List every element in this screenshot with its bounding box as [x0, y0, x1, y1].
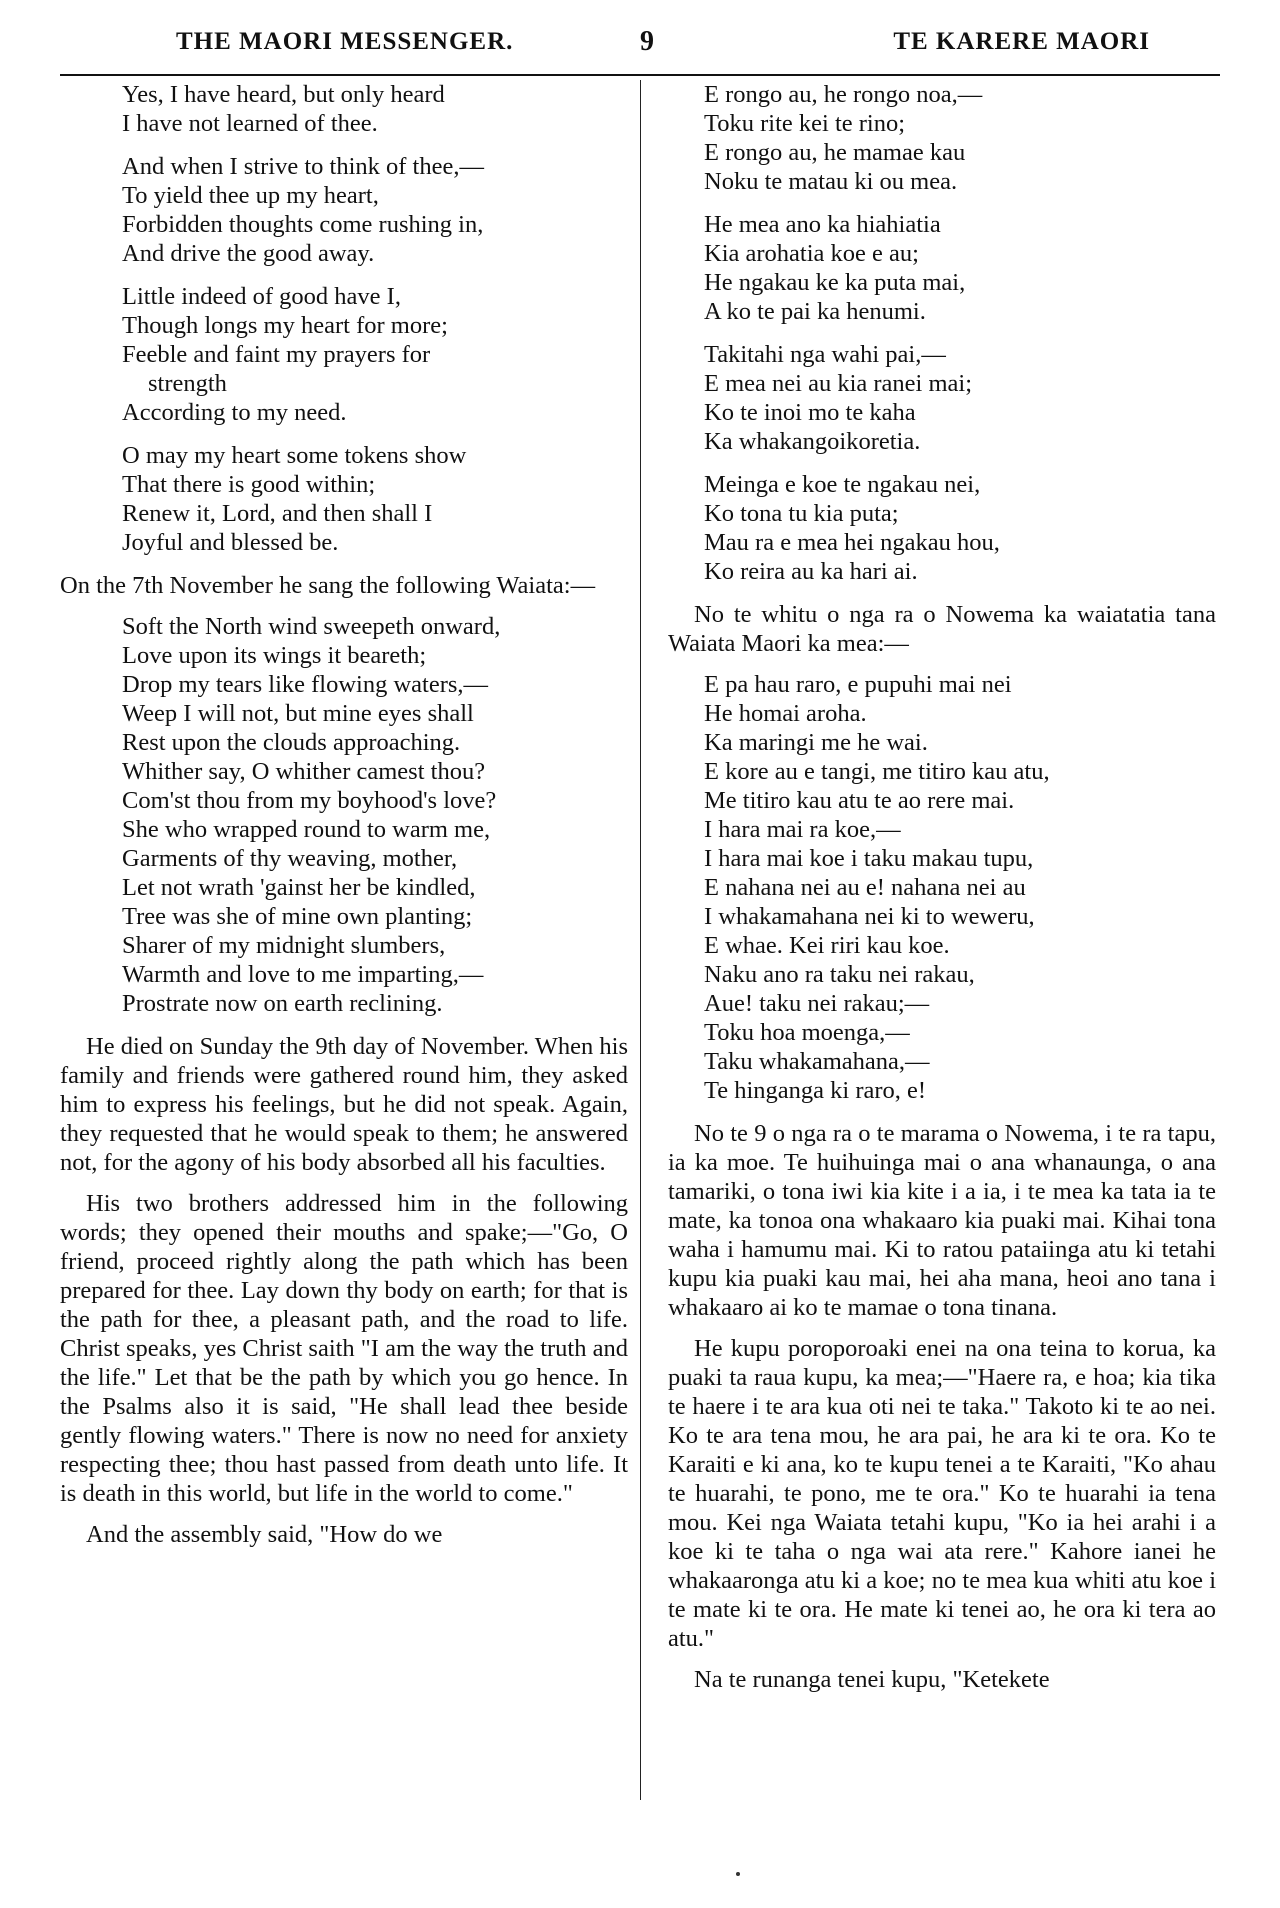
poem-line: Rest upon the clouds approaching. — [122, 729, 461, 756]
poem-line: Joyful and blessed be. — [122, 529, 339, 556]
poem-line: E nahana nei au e! nahana nei au — [704, 874, 1026, 901]
poem-line: And when I strive to think of thee,— — [122, 153, 484, 180]
poem-line: Love upon its wings it beareth; — [122, 642, 427, 669]
poem-line: I hara mai koe i taku makau tupu, — [704, 845, 1034, 872]
poem-line: Yes, I have heard, but only heard — [122, 81, 445, 108]
print-speck — [736, 1872, 740, 1876]
waiata-poem — [60, 612, 628, 1018]
poem-line: E pa hau raro, e pupuhi mai nei — [704, 671, 1012, 698]
page-number: 9 — [640, 26, 655, 57]
poem-line: Ko te inoi mo te kaha — [704, 399, 916, 426]
poem-line: I have not learned of thee. — [122, 110, 378, 137]
poem-stanza-4 — [60, 441, 628, 557]
header-title-english: THE MAORI MESSENGER. — [176, 28, 514, 55]
poem-stanza-2 — [668, 210, 1216, 326]
poem-line: A ko te pai ka henumi. — [704, 298, 926, 325]
poem-line: Soft the North wind sweepeth onward, — [122, 613, 501, 640]
waiata-intro: No te whitu o nga ra o Nowema ka waiatatia tana Waiata Maori ka mea:— — [668, 601, 1216, 657]
poem-line: O may my heart some tokens show — [122, 442, 467, 469]
poem-line: He homai aroha. — [704, 700, 867, 727]
poem-stanza-3 — [668, 340, 1216, 456]
poem-line: Naku ano ra taku nei rakau, — [704, 961, 975, 988]
poem-line: Ka maringi me he wai. — [704, 729, 928, 756]
header-title-maori: TE KARERE MAORI — [893, 28, 1150, 55]
paragraph-brothers: His two brothers addressed him in the following words; they opened their mouths and spake;—"Go, O friend, proceed rightly along the path which has been prepared for thee. Lay down thy body on earth; for that is the path for thee, a pleasant path, and the road to life. Christ speaks, yes Christ saith "I am the way the truth and the life." Let that be the path by which you go hence. In the Psalms also it is said, "He shall lead thee beside gently flowing waters." There is now no need for anxiety respecting thee; thou hast passed from death unto life. It is death in this world, but life in the world to come." — [60, 1190, 628, 1507]
poem-stanza-2 — [60, 152, 628, 268]
poem-line: Mau ra e mea hei ngakau hou, — [704, 529, 1000, 556]
poem-stanza-3 — [60, 282, 628, 427]
waiata-poem — [668, 670, 1216, 1105]
poem-line: Prostrate now on earth reclining. — [122, 990, 443, 1017]
poem-line: According to my need. — [122, 399, 347, 426]
poem-line: Ka whakangoikoretia. — [704, 428, 921, 455]
poem-line: Whither say, O whither camest thou? — [122, 758, 486, 785]
poem-line: Though longs my heart for more; — [122, 312, 448, 339]
poem-line: E kore au e tangi, me titiro kau atu, — [704, 758, 1050, 785]
english-column — [60, 80, 628, 1888]
poem-line: Forbidden thoughts come rushing in, — [122, 211, 484, 238]
poem-line: Toku rite kei te rino; — [704, 110, 906, 137]
poem-line: Drop my tears like flowing waters,— — [122, 671, 489, 698]
poem-line: She who wrapped round to warm me, — [122, 816, 491, 843]
maori-column — [668, 80, 1216, 1888]
paragraph-assembly: And the assembly said, "How do we — [86, 1521, 443, 1548]
column-divider — [640, 80, 641, 1800]
poem-line: Garments of thy weaving, mother, — [122, 845, 458, 872]
poem-line: Taku whakamahana,— — [704, 1048, 930, 1075]
poem-line: Let not wrath 'gainst her be kindled, — [122, 874, 476, 901]
poem-line: Weep I will not, but mine eyes shall — [122, 700, 474, 727]
poem-line: Com'st thou from my boyhood's love? — [122, 787, 497, 814]
poem-line: Noku te matau ki ou mea. — [704, 168, 958, 195]
poem-line: strength — [148, 370, 227, 397]
poem-line: Feeble and faint my prayers for — [122, 341, 431, 368]
paragraph-death: He died on Sunday the 9th day of November. When his family and friends were gathered round him, they asked him to express his feelings, but he did not speak. Again, they requested that he would speak to them; he answered not, for the agony of his body absorbed all his faculties. — [60, 1033, 628, 1176]
poem-line: Me titiro kau atu te ao rere mai. — [704, 787, 1015, 814]
page-header — [60, 28, 1220, 76]
poem-line: Warmth and love to me imparting,— — [122, 961, 484, 988]
poem-stanza-1 — [60, 80, 628, 138]
poem-line: He mea ano ka hiahiatia — [704, 211, 941, 238]
poem-line: Toku hoa moenga,— — [704, 1019, 910, 1046]
poem-line: Renew it, Lord, and then shall I — [122, 500, 433, 527]
poem-line: That there is good within; — [122, 471, 376, 498]
poem-stanza-4 — [668, 470, 1216, 586]
poem-line: And drive the good away. — [122, 240, 375, 267]
waiata-intro: On the 7th November he sang the following Waiata:— — [60, 572, 596, 599]
poem-line: I hara mai ra koe,— — [704, 816, 901, 843]
poem-line: To yield thee up my heart, — [122, 182, 379, 209]
poem-line: E whae. Kei riri kau koe. — [704, 932, 950, 959]
poem-line: E rongo au, he mamae kau — [704, 139, 966, 166]
paragraph-assembly: Na te runanga tenei kupu, "Ketekete — [694, 1666, 1050, 1693]
poem-line: Aue! taku nei rakau;— — [704, 990, 930, 1017]
poem-line: Ko reira au ka hari ai. — [704, 558, 918, 585]
poem-line: Meinga e koe te ngakau nei, — [704, 471, 981, 498]
poem-line: Takitahi nga wahi pai,— — [704, 341, 946, 368]
poem-line: Te hinganga ki raro, e! — [704, 1077, 927, 1104]
poem-line: E mea nei au kia ranei mai; — [704, 370, 973, 397]
poem-line: He ngakau ke ka puta mai, — [704, 269, 966, 296]
paragraph-brothers: He kupu poroporoaki enei na ona teina to korua, ka puaki ta raua kupu, ka mea;—"Haere ra, e hoa; kia tika te haere i te ara kua oti nei te taka." Takoto ki te ao nei. Ko te ara tena mou, he ara pai, he ara ki te ora. Ko te Karaiti e ki ana, ko te kupu tenei a te Karaiti, "Ko ahau te huarahi, te pono, me te ora." Ko te huarahi ia tena mou. Kei nga Waiata tetahi kupu, "Ko ia hei arahi i a koe ki te taha o nga wai ata rere." Kahore ianei he whakaaronga atu ki a koe; no te mea kua whiti atu koe i te mate ki te ora. He mate ki tenei ao, he ora ki tera ao atu." — [668, 1335, 1216, 1652]
paragraph-death: No te 9 o nga ra o te marama o Nowema, i te ra tapu, ia ka moe. Te huihuinga mai o ana whanaunga, o ana tamariki, o tona iwi kia kite i a ia, i te mea ka tata ia te mate, ka tonoa ona whakaaro kia puaki mai. Kihai tona waha i hamumu mai. Ki to ratou pataiinga atu ki tetahi kupu kia puaki kau mai, hei aha mana, heoi ano tana i whakaaro ai ko te mamae o tona tinana. — [668, 1120, 1216, 1321]
poem-line: Ko tona tu kia puta; — [704, 500, 899, 527]
poem-line: Tree was she of mine own planting; — [122, 903, 473, 930]
poem-line: Little indeed of good have I, — [122, 283, 401, 310]
poem-stanza-1 — [668, 80, 1216, 196]
poem-line: Sharer of my midnight slumbers, — [122, 932, 446, 959]
poem-line: Kia arohatia koe e au; — [704, 240, 919, 267]
poem-line: E rongo au, he rongo noa,— — [704, 81, 983, 108]
poem-line: I whakamahana nei ki to weweru, — [704, 903, 1035, 930]
